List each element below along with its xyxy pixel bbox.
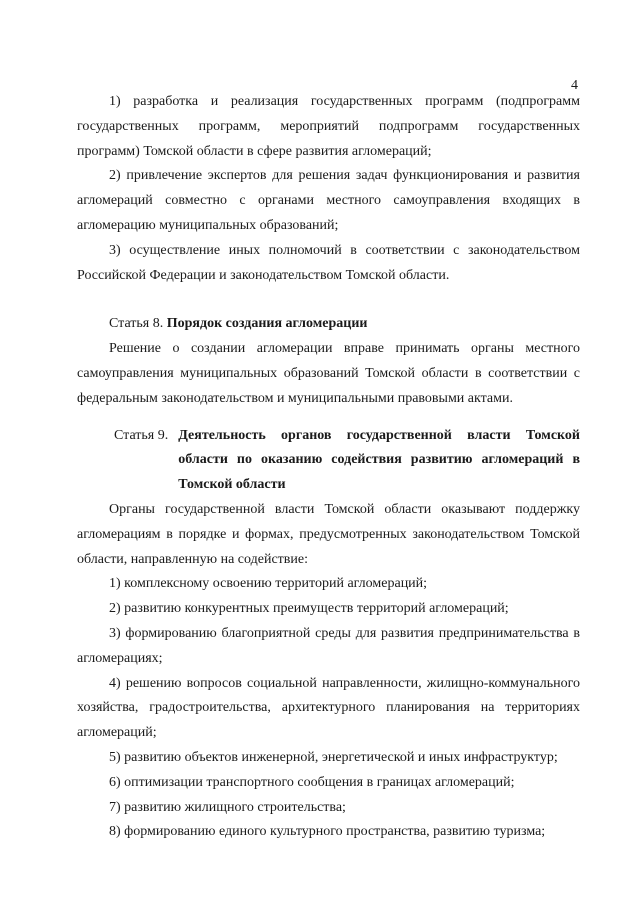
article-9-intro: Органы государственной власти Томской области оказывают поддержку агломерациям в порядке и формах, предусмотренных законодательством Томской области, направленную на содействие:	[77, 501, 580, 567]
list-item: 8) формированию единого культурного пространства, развитию туризма;	[109, 824, 546, 840]
article-9-heading	[77, 424, 580, 498]
list-item: 2) привлечение экспертов для решения задач функционирования и развития агломераций совместно с органами местного самоуправления входящих в агломерацию муниципальных образований;	[77, 168, 580, 233]
article-9-title: Деятельность органов государственной власти Томской области по оказанию содействия развитию агломераций в Томской области	[178, 427, 580, 493]
list-item: 4) решению вопросов социальной направленности, жилищно-коммунального хозяйства, градостроительства, архитектурного планирования на территориях агломераций;	[77, 675, 580, 741]
article-8-title: Порядок создания агломерации	[166, 316, 368, 332]
section-spacer	[77, 288, 580, 312]
list-item: 1) комплексному освоению территорий агломераций;	[109, 576, 428, 592]
section-spacer	[77, 412, 580, 424]
list-item: 1) разработка и реализация государственных программ (подпрограмм государственных программ, мероприятий подпрограмм государственных программ) Томской области в сфере развития агломераций;	[77, 94, 580, 159]
article-8-prefix: Статья 8.	[109, 316, 164, 332]
list-item: 5) развитию объектов инженерной, энергетической и иных инфраструктур;	[109, 749, 558, 765]
article-9-prefix: Статья 9.	[114, 427, 169, 443]
document-body	[77, 90, 580, 845]
list-item: 3) формированию благоприятной среды для развития предпринимательства в агломерациях;	[77, 625, 580, 666]
list-item: 7) развитию жилищного строительства;	[109, 799, 346, 815]
list-item: 6) оптимизации транспортного сообщения в границах агломераций;	[109, 774, 515, 790]
page-number: 4	[571, 78, 578, 93]
article-8-heading	[77, 312, 580, 337]
list-item: 2) развитию конкурентных преимуществ территорий агломераций;	[109, 601, 509, 617]
article-8-text: Решение о создании агломерации вправе принимать органы местного самоуправления муниципальных образований Томской области в соответствии с федеральным законодательством и муниципальными правовыми актами.	[77, 341, 580, 406]
list-item: 3) осуществление иных полномочий в соответствии с законодательством Российской Федерации и законодательством Томской области.	[77, 242, 580, 283]
